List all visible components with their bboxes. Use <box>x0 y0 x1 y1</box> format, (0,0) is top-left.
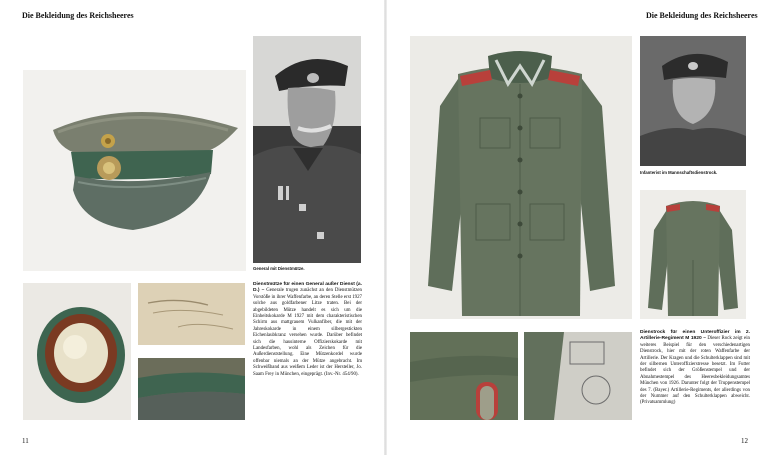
general-portrait-photo <box>253 36 361 263</box>
cap-side-photo <box>23 70 246 271</box>
tunic-back-photo <box>640 190 746 319</box>
cap-description-text: Generale trugen zunächst an den Dienstmützen Vorstöße in ihrer Waffenfarbe, an deren Stelle erst 1927 solche aus goldfarbener Litze traten. Bei der abgebildeten Mütze handelt es sich um die Einheitskokarde M 1927 mit dem charakteristischen Schirm aus mattgrauem Vulkanfiber, die mit der Jahreskokarde in einem silbergestickten Eichenlaubkranz versehen wurde. Darüber befindet sich die hausinterne Offizierskokarde mit Landesfarben, wohl als Zeichen für die Außerdienststellung. Eine Mützenkordel wurde offenbar niemals an der Mütze angebracht. Im Schweißband aus weißem Leder ist der Hersteller, Jo. Saam Frey in München, eingeprägt. (Inv.-Nr. 454/90). <box>253 288 362 377</box>
left-page-number: 11 <box>22 437 29 445</box>
visor-detail-photo <box>138 358 245 420</box>
book-spine <box>384 0 387 455</box>
cap-description <box>253 282 362 378</box>
left-running-header: Die Bekleidung des Reichsheeres <box>22 11 134 20</box>
general-portrait-caption: General mit Dienstmütze. <box>253 266 305 271</box>
tunic-description-text: Dieser Rock zeigt ein weiteres Beispiel für den verschiedenartigen Dienstrock, hier mit der roten Waffenfarbe der Artillerie. Der Kragen und die Schulterklappen sind mit der silbernen Unteroffizierstresse besetzt. Im Futter befindet sich der Größenstempel und der Abnahmestempel des Heeresbekleidungsamtes München von 1926. Darunter folgt der Truppenstempel des 7. (Bayer.) Artillerie-Regiments, der allerdings von der Nummer auf den Schulterklappen abweicht. (Privatsammlung) <box>640 336 750 406</box>
maker-stamp-photo <box>138 283 245 345</box>
tunic-description <box>640 330 750 407</box>
cap-description-lead: Dienstmütze für einen General außer Dienst (a. D.) – <box>253 282 362 294</box>
iron-cross-icon <box>299 204 306 211</box>
shoulder-strap-detail-photo <box>410 332 518 420</box>
right-running-header: Die Bekleidung des Reichsheeres <box>646 11 758 20</box>
lining-stamps-photo <box>524 332 632 420</box>
iron-cross-icon <box>317 232 324 239</box>
cap-interior-photo <box>23 283 131 420</box>
infantryman-portrait-photo <box>640 36 746 166</box>
infantryman-portrait-caption: Infanterist im Mannschaftsdienstrock. <box>640 170 718 175</box>
right-page-number: 12 <box>741 437 748 445</box>
tunic-front-photo <box>410 36 632 319</box>
tunic-description-lead: Dienstrock für einen Unteroffizier im 2. Artillerie-Regiment M 1920 – <box>640 330 750 342</box>
